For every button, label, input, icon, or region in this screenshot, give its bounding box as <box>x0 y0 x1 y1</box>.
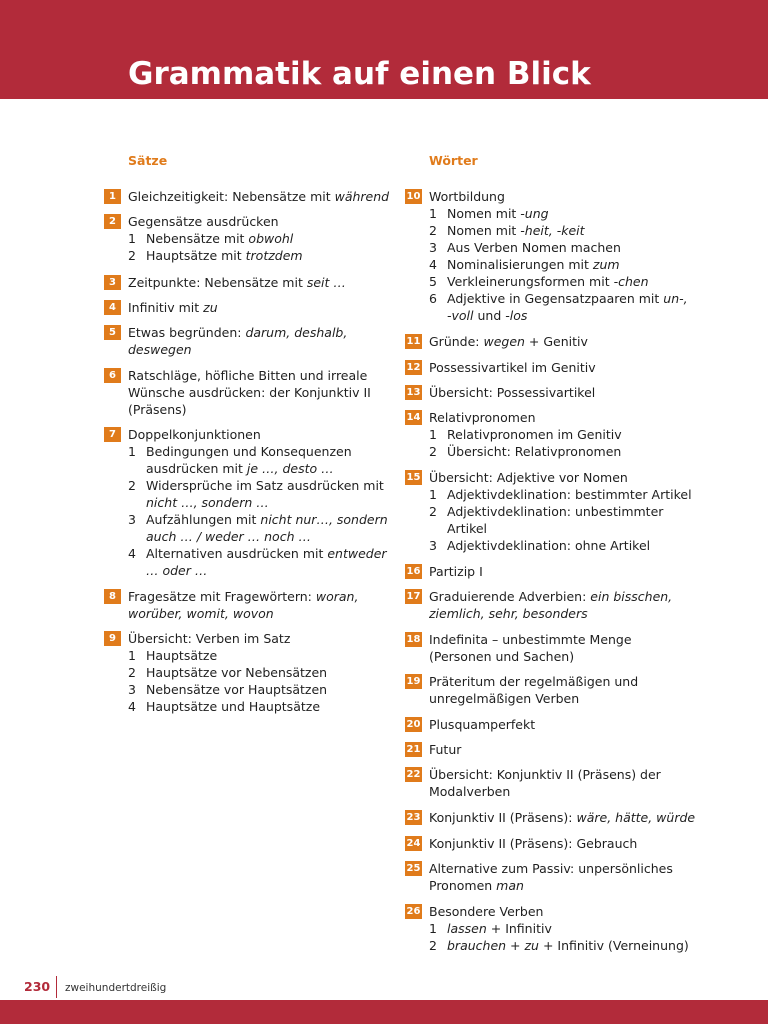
chapter-number-badge: 21 <box>406 744 421 755</box>
entry-text-line <box>447 290 688 307</box>
entry-text-line <box>128 605 394 622</box>
entry-text-line <box>429 809 745 826</box>
chapter-entry-23 <box>405 809 745 826</box>
chapter-number-badge: 14 <box>406 412 421 423</box>
entry-text: Übersicht: Konjunktiv II (Präsens) der <box>429 767 661 782</box>
entry-text-line <box>128 384 394 401</box>
sub-item-number: 2 <box>128 248 136 263</box>
chapter-number-badge: 4 <box>104 300 121 315</box>
column-title-saetze: Sätze <box>128 153 168 168</box>
page-number: 230 <box>24 979 51 994</box>
entry-text-line <box>429 835 745 852</box>
entry-text-line <box>146 698 320 715</box>
chapter-number-badge: 26 <box>406 906 421 917</box>
entry-text: Wünsche ausdrücken: der Konjunktiv II <box>128 385 371 400</box>
entry-text-line <box>128 494 394 511</box>
sub-item <box>429 503 745 520</box>
example-text: wegen <box>483 334 525 349</box>
header-bar <box>0 0 768 99</box>
entry-text-line <box>447 920 552 937</box>
entry-text-line <box>429 384 745 401</box>
chapter-number-badge: 2 <box>104 214 121 229</box>
sub-item-number: 3 <box>429 538 437 553</box>
sub-item-number: 1 <box>429 487 437 502</box>
entry-text: Gründe: <box>429 334 484 349</box>
sub-item <box>429 290 745 307</box>
entry-text-line <box>146 511 388 528</box>
chapter-entry-6 <box>104 367 394 418</box>
entry-text: Pronomen <box>429 878 497 893</box>
chapter-entry-22 <box>405 766 745 800</box>
entry-text: Relativpronomen <box>429 410 536 425</box>
example-text: trotzdem <box>245 248 303 263</box>
sub-item-number: 1 <box>128 648 136 663</box>
entry-text: Aus Verben Nomen machen <box>447 240 621 255</box>
example-text: wäre, hätte, würde <box>576 810 696 825</box>
example-text: -voll <box>447 308 474 323</box>
entry-text: Übersicht: Adjektive vor Nomen <box>429 470 628 485</box>
entry-text-line <box>429 877 745 894</box>
entry-text-line <box>128 324 394 341</box>
sub-item-number: 4 <box>128 546 136 561</box>
entry-text-line <box>447 486 692 503</box>
entry-text-line <box>146 545 387 562</box>
chapter-number-badge: 5 <box>104 325 121 340</box>
entry-text: Aufzählungen mit <box>146 512 261 527</box>
example-text: ziemlich, sehr, besonders <box>429 606 588 621</box>
entry-text: Übersicht: Possessivartikel <box>429 385 596 400</box>
example-text: obwohl <box>248 231 294 246</box>
example-text: brauchen <box>447 938 507 953</box>
example-text: darum, deshalb, <box>245 325 348 340</box>
sub-item <box>429 256 745 273</box>
entry-text-line <box>447 426 622 443</box>
entry-text-line <box>429 648 745 665</box>
entry-text: (Präsens) <box>128 402 187 417</box>
sub-item <box>429 222 745 239</box>
entry-text-line <box>429 741 745 758</box>
sub-item <box>429 239 745 256</box>
entry-text-line <box>146 681 327 698</box>
entry-text: Übersicht: Verben im Satz <box>128 631 291 646</box>
example-text: deswegen <box>128 342 192 357</box>
entry-text-line <box>128 274 394 291</box>
chapter-entry-12 <box>405 359 745 376</box>
chapter-number-badge: 19 <box>406 676 421 687</box>
entry-text-line <box>146 477 384 494</box>
chapter-entry-21 <box>405 741 745 758</box>
entry-text-line <box>128 528 394 545</box>
sub-item-number: 2 <box>429 504 437 519</box>
chapter-number-badge: 23 <box>406 812 421 823</box>
entry-text-line <box>128 341 394 358</box>
chapter-entry-19 <box>405 673 745 707</box>
sub-item-number: 3 <box>128 512 136 527</box>
chapter-number-badge: 11 <box>406 336 421 347</box>
chapter-number-badge: 22 <box>406 769 421 780</box>
entry-text: Konjunktiv II (Präsens): Gebrauch <box>429 836 638 851</box>
entry-text-line <box>128 299 394 316</box>
sub-item <box>429 537 745 554</box>
sub-item-number: 1 <box>128 444 136 459</box>
footer-divider <box>56 976 57 998</box>
entry-text: Nominalisierungen mit <box>447 257 593 272</box>
sub-item <box>429 273 745 290</box>
example-text: -chen <box>613 274 649 289</box>
chapter-entry-18 <box>405 631 745 665</box>
example-text: auch … / weder … noch … <box>146 529 311 544</box>
entry-text-line <box>128 630 394 647</box>
chapter-entry-9 <box>104 630 394 715</box>
chapter-entry-1 <box>104 188 394 205</box>
chapter-entry-26 <box>405 903 745 954</box>
example-text: zum <box>592 257 620 272</box>
entry-text: Infinitiv mit <box>128 300 204 315</box>
entry-text: Graduierende Adverbien: <box>429 589 591 604</box>
entry-text-line <box>128 460 394 477</box>
chapter-number-badge: 25 <box>406 863 421 874</box>
entry-text-line <box>128 562 394 579</box>
chapter-number-badge: 12 <box>406 362 421 373</box>
sub-item <box>128 230 394 247</box>
entry-text-line <box>429 307 745 324</box>
chapter-entry-10 <box>405 188 745 324</box>
entry-text-line <box>429 605 745 622</box>
chapter-entry-20 <box>405 716 745 733</box>
entry-text-line <box>429 716 745 733</box>
sub-item <box>128 698 394 715</box>
entry-text: Wortbildung <box>429 189 505 204</box>
entry-text: Alternative zum Passiv: unpersönliches <box>429 861 673 876</box>
entry-text: und <box>473 308 506 323</box>
example-text: zu <box>524 938 539 953</box>
sub-item-number: 6 <box>429 291 437 306</box>
column-title-woerter: Wörter <box>429 153 478 168</box>
page-number-word: zweihundertdreißig <box>65 982 167 994</box>
entry-text-line <box>429 783 745 800</box>
entry-text: Possessivartikel im Genitiv <box>429 360 596 375</box>
entry-text-line <box>447 205 549 222</box>
entry-text-line <box>429 188 745 205</box>
entry-text: Futur <box>429 742 462 757</box>
chapter-entry-25 <box>405 860 745 894</box>
entry-text: Widersprüche im Satz ausdrücken mit <box>146 478 384 493</box>
example-text: worüber, womit, wovon <box>128 606 274 621</box>
entry-text: Ratschläge, höfliche Bitten und irreale <box>128 368 368 383</box>
entry-text: Adjektivdeklination: bestimmter Artikel <box>447 487 692 502</box>
entry-text-line <box>128 588 394 605</box>
example-text: nicht nur…, sondern <box>260 512 388 527</box>
sub-item <box>429 937 745 954</box>
sub-item <box>128 664 394 681</box>
page-title: Grammatik auf einen Blick <box>128 56 591 92</box>
chapter-number-badge: 6 <box>104 368 121 383</box>
chapter-entry-15 <box>405 469 745 554</box>
sub-item <box>128 545 394 562</box>
chapter-entry-5 <box>104 324 394 358</box>
example-text: lassen <box>447 921 487 936</box>
sub-item <box>429 205 745 222</box>
entry-text-line <box>128 213 394 230</box>
chapter-number-badge: 17 <box>406 591 421 602</box>
entry-text: Plusquamperfekt <box>429 717 536 732</box>
chapter-number-badge: 24 <box>406 838 421 849</box>
entry-text-line <box>429 359 745 376</box>
sub-item <box>128 443 394 460</box>
chapter-number-badge: 18 <box>406 634 421 645</box>
entry-text: + Infinitiv (Verneinung) <box>538 938 689 953</box>
entry-text: Hauptsätze <box>146 648 218 663</box>
entry-text: unregelmäßigen Verben <box>429 691 580 706</box>
chapter-entry-17 <box>405 588 745 622</box>
entry-text-line <box>429 766 745 783</box>
entry-text: Etwas begründen: <box>128 325 246 340</box>
chapter-entry-13 <box>405 384 745 401</box>
sub-item-number: 4 <box>128 699 136 714</box>
entry-text: Hauptsätze mit <box>146 248 246 263</box>
sub-item <box>128 247 394 264</box>
entry-text: Gegensätze ausdrücken <box>128 214 279 229</box>
sub-item <box>429 486 745 503</box>
entry-text-line <box>447 273 649 290</box>
entry-text-line <box>128 188 394 205</box>
entry-text-line <box>128 426 394 443</box>
entry-text-line <box>128 401 394 418</box>
entry-text: Konjunktiv II (Präsens): <box>429 810 577 825</box>
sub-item-number: 1 <box>128 231 136 246</box>
chapter-number-badge: 16 <box>406 566 421 577</box>
entry-text-line <box>447 937 689 954</box>
entry-text: Partizip I <box>429 564 483 579</box>
entry-text: Verkleinerungsformen mit <box>447 274 614 289</box>
sub-item <box>128 647 394 664</box>
example-text: seit … <box>306 275 346 290</box>
example-text: zu <box>203 300 218 315</box>
sub-item-number: 5 <box>429 274 437 289</box>
entry-text: Gleichzeitigkeit: Nebensätze mit <box>128 189 335 204</box>
example-text: nicht …, sondern … <box>146 495 269 510</box>
sub-item-number: 3 <box>429 240 437 255</box>
entry-text: Relativpronomen im Genitiv <box>447 427 622 442</box>
example-text: woran, <box>315 589 359 604</box>
example-text: während <box>334 189 390 204</box>
sub-item-number: 4 <box>429 257 437 272</box>
chapter-entry-4 <box>104 299 394 316</box>
entry-text: + Genitiv <box>524 334 588 349</box>
chapter-number-badge: 9 <box>104 631 121 646</box>
example-text: un-, <box>663 291 688 306</box>
entry-text: Indefinita – unbestimmte Menge <box>429 632 632 647</box>
entry-text-line <box>447 239 621 256</box>
entry-text-line <box>146 443 352 460</box>
entry-text-line <box>429 690 745 707</box>
chapter-number-badge: 13 <box>406 387 421 398</box>
entry-text: Hauptsätze vor Nebensätzen <box>146 665 328 680</box>
chapter-entry-2 <box>104 213 394 264</box>
chapter-number-badge: 7 <box>104 427 121 442</box>
entry-text-line <box>146 647 217 664</box>
chapter-entry-7 <box>104 426 394 579</box>
sub-item <box>128 511 394 528</box>
entry-text-line <box>429 903 745 920</box>
sub-item-number: 2 <box>429 938 437 953</box>
sub-item-number: 1 <box>429 427 437 442</box>
example-text: -los <box>505 308 528 323</box>
chapter-entry-16 <box>405 563 745 580</box>
sub-item-number: 2 <box>429 444 437 459</box>
entry-text-line <box>429 333 745 350</box>
entry-text: Bedingungen und Konsequenzen <box>146 444 352 459</box>
chapter-entry-3 <box>104 274 394 291</box>
entry-text: Nomen mit <box>447 206 521 221</box>
entry-text-line <box>447 503 663 520</box>
entry-text-line <box>146 230 293 247</box>
entry-text-line <box>447 222 585 239</box>
entry-text-line <box>429 469 745 486</box>
sub-item-number: 1 <box>429 921 437 936</box>
example-text: ein bisschen, <box>590 589 673 604</box>
entry-text: Nomen mit <box>447 223 521 238</box>
entry-text: Doppelkonjunktionen <box>128 427 261 442</box>
chapter-entry-11 <box>405 333 745 350</box>
chapter-entry-14 <box>405 409 745 460</box>
chapter-entry-24 <box>405 835 745 852</box>
chapter-number-badge: 15 <box>406 472 421 483</box>
entry-text: Modalverben <box>429 784 511 799</box>
entry-text: ausdrücken mit <box>146 461 247 476</box>
entry-text-line <box>447 537 650 554</box>
chapter-number-badge: 20 <box>406 719 421 730</box>
entry-text: Fragesätze mit Fragewörtern: <box>128 589 316 604</box>
entry-text-line <box>128 367 394 384</box>
sub-item-number: 1 <box>429 206 437 221</box>
entry-text: Alternativen ausdrücken mit <box>146 546 328 561</box>
entry-text-line <box>429 409 745 426</box>
entry-text-line <box>447 256 620 273</box>
entry-text: Zeitpunkte: Nebensätze mit <box>128 275 307 290</box>
example-text: -ung <box>520 206 549 221</box>
sub-item <box>128 681 394 698</box>
entry-text: Hauptsätze und Hauptsätze <box>146 699 321 714</box>
entry-text: (Personen und Sachen) <box>429 649 575 664</box>
entry-text: Artikel <box>447 521 488 536</box>
example-text: entweder <box>327 546 387 561</box>
sub-item-number: 2 <box>429 223 437 238</box>
entry-text-line <box>429 563 745 580</box>
sub-item <box>429 443 745 460</box>
example-text: … oder … <box>146 563 208 578</box>
entry-text: Besondere Verben <box>429 904 544 919</box>
entry-text: Adjektivdeklination: ohne Artikel <box>447 538 651 553</box>
entry-text: Adjektivdeklination: unbestimmter <box>447 504 664 519</box>
sub-item <box>429 920 745 937</box>
entry-text: Präteritum der regelmäßigen und <box>429 674 639 689</box>
example-text: je …, desto … <box>246 461 334 476</box>
entry-text: + <box>506 938 525 953</box>
chapter-entry-8 <box>104 588 394 622</box>
sub-item <box>429 426 745 443</box>
sub-item-number: 2 <box>128 665 136 680</box>
entry-text: Nebensätze vor Hauptsätzen <box>146 682 328 697</box>
example-text: -heit, -keit <box>520 223 585 238</box>
example-text: man <box>496 878 524 893</box>
entry-text-line <box>447 443 621 460</box>
sub-item <box>128 477 394 494</box>
entry-text-line <box>146 664 327 681</box>
entry-text-line <box>429 520 745 537</box>
entry-text: Nebensätze mit <box>146 231 249 246</box>
entry-text: Übersicht: Relativpronomen <box>447 444 622 459</box>
entry-text: + Infinitiv <box>486 921 552 936</box>
entry-text-line <box>429 673 745 690</box>
entry-text-line <box>429 588 745 605</box>
entry-text-line <box>146 247 303 264</box>
sub-item-number: 2 <box>128 478 136 493</box>
sub-item-number: 3 <box>128 682 136 697</box>
chapter-number-badge: 1 <box>104 189 121 204</box>
footer-bar <box>0 1000 768 1024</box>
chapter-number-badge: 10 <box>406 191 421 202</box>
entry-text: Adjektive in Gegensatzpaaren mit <box>447 291 664 306</box>
chapter-number-badge: 3 <box>104 275 121 290</box>
entry-text-line <box>429 631 745 648</box>
chapter-number-badge: 8 <box>104 589 121 604</box>
entry-text-line <box>429 860 745 877</box>
